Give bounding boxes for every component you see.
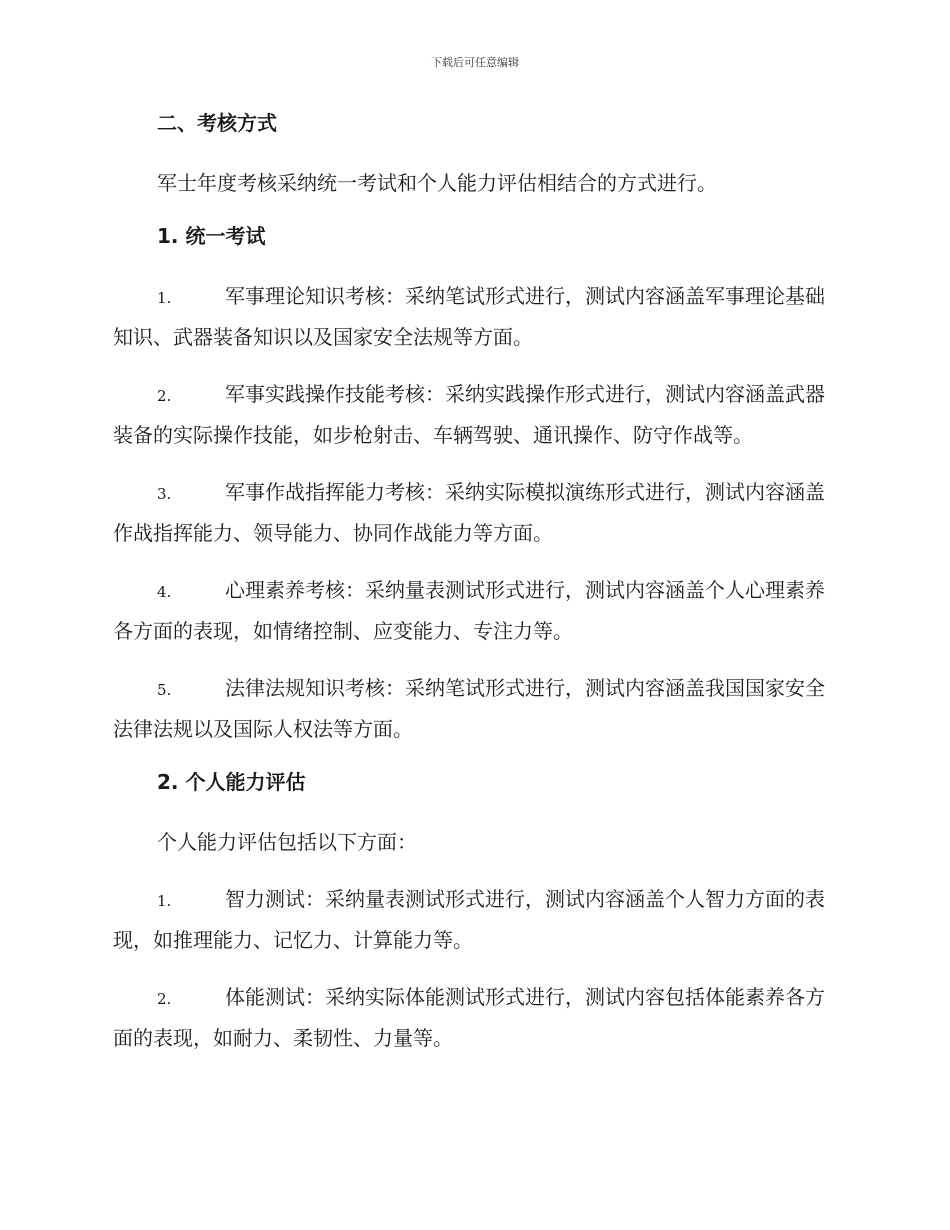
list-item-text: 心理素养考核：采纳量表测试形式进行，测试内容涵盖个人心理素养各方面的表现，如情绪控制、应变能力、专注力等。 — [113, 578, 825, 643]
list-item — [113, 277, 835, 357]
section-title: 二、考核方式 — [157, 111, 277, 135]
part2-intro: 个人能力评估包括以下方面： — [157, 830, 417, 854]
list-item — [113, 375, 835, 455]
list-item-number: 1. — [157, 289, 172, 307]
list-item-text: 军事作战指挥能力考核：采纳实际模拟演练形式进行，测试内容涵盖作战指挥能力、领导能力、协同作战能力等方面。 — [113, 480, 825, 545]
list-item-text: 军事理论知识考核：采纳笔试形式进行，测试内容涵盖军事理论基础知识、武器装备知识以及国家安全法规等方面。 — [113, 284, 825, 349]
list-item-number: 1. — [157, 892, 172, 910]
document-content — [113, 108, 835, 1076]
page-header-note: 下载后可任意编辑 — [431, 56, 519, 69]
list-item-text: 体能测试：采纳实际体能测试形式进行，测试内容包括体能素养各方面的表现，如耐力、柔韧性、力量等。 — [113, 985, 825, 1050]
list-item — [113, 978, 835, 1058]
list-item — [113, 669, 835, 749]
list-item-text: 法律法规知识考核：采纳笔试形式进行，测试内容涵盖我国国家安全法律法规以及国际人权法等方面。 — [113, 676, 825, 741]
list-item — [113, 880, 835, 960]
list-item-number: 2. — [157, 990, 172, 1008]
list-item-number: 4. — [157, 583, 172, 601]
list-item — [113, 473, 835, 553]
list-item-text: 智力测试：采纳量表测试形式进行，测试内容涵盖个人智力方面的表现，如推理能力、记忆力、计算能力等。 — [113, 887, 825, 952]
section-intro: 军士年度考核采纳统一考试和个人能力评估相结合的方式进行。 — [157, 171, 717, 195]
list-item-number: 2. — [157, 387, 172, 405]
list-item-number: 5. — [157, 681, 172, 699]
part1-title: 1. 统一考试 — [157, 224, 266, 248]
list-item-number: 3. — [157, 485, 172, 503]
list-item-text: 军事实践操作技能考核：采纳实践操作形式进行，测试内容涵盖武器装备的实际操作技能，如步枪射击、车辆驾驶、通讯操作、防守作战等。 — [113, 382, 825, 447]
list-item — [113, 571, 835, 651]
part2-title: 2. 个人能力评估 — [157, 770, 306, 794]
